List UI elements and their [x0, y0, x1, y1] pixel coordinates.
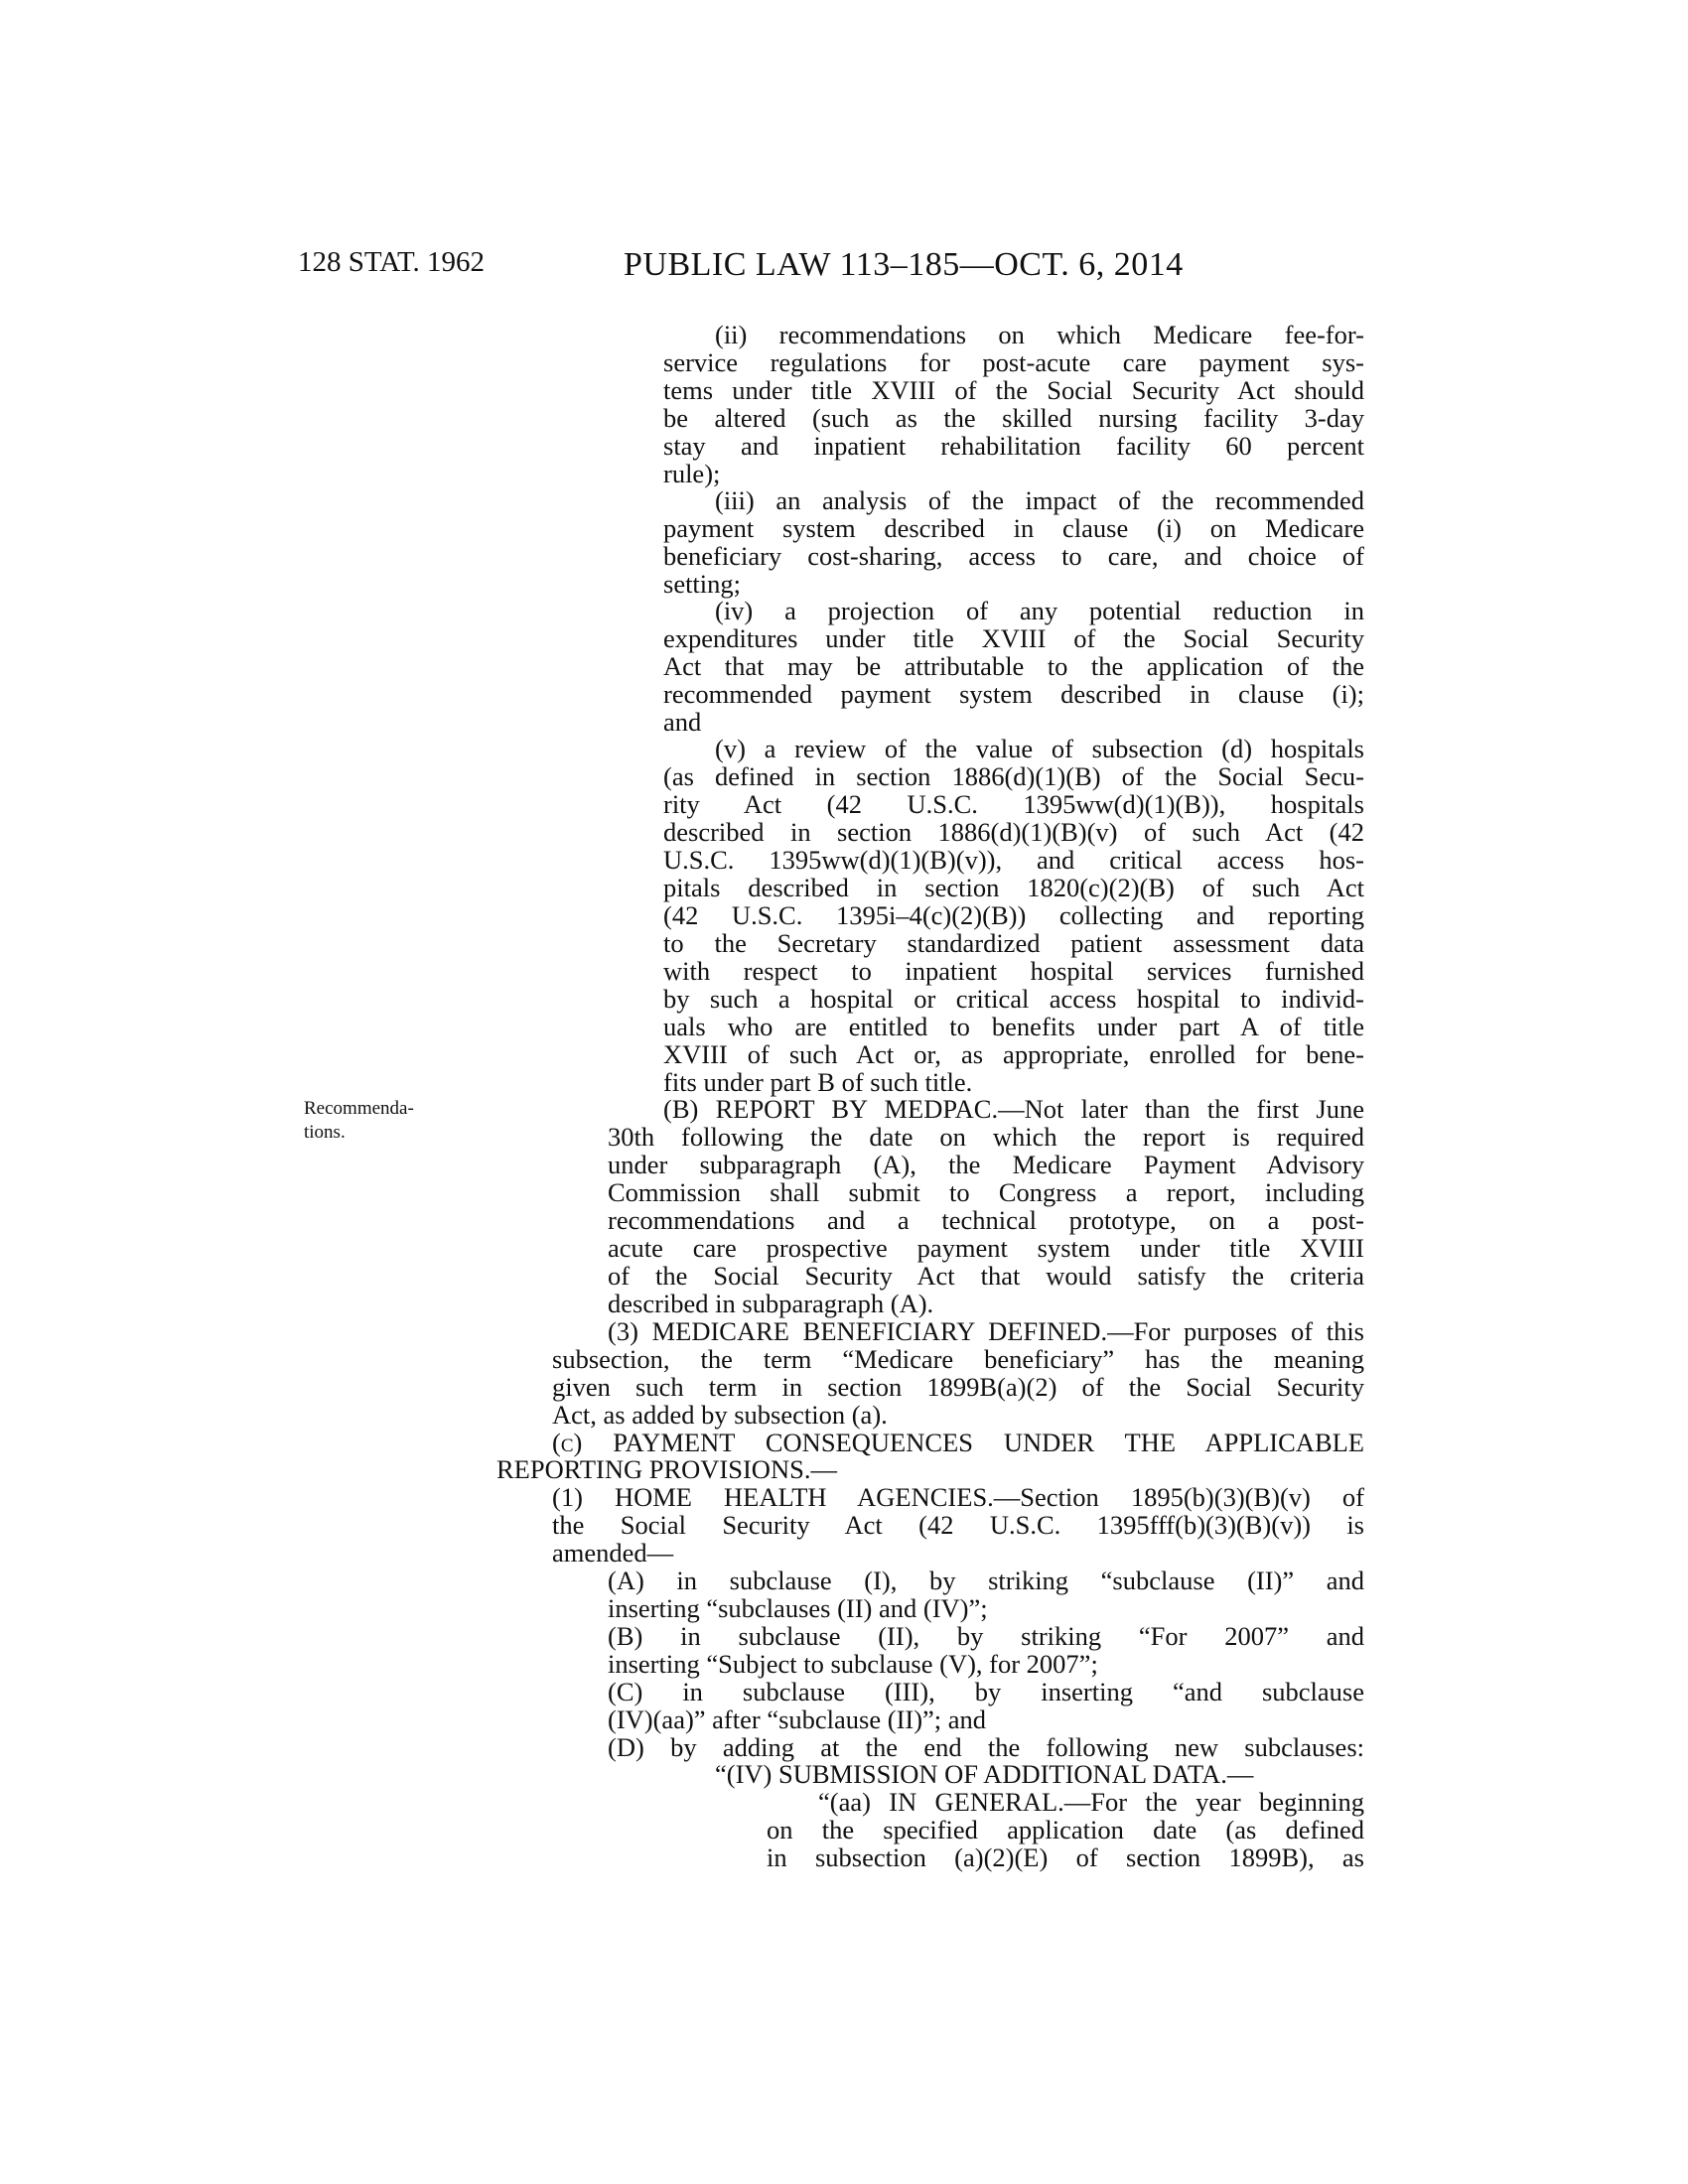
text-line: acute care prospective payment system under title XVIII — [608, 1233, 1364, 1263]
text-line: (v) a review of the value of subsection (d) hospitals — [715, 734, 1364, 763]
text-line: described in section 1886(d)(1)(B)(v) of such Act (42 — [663, 817, 1364, 847]
text-line: (ii) recommendations on which Medicare fee-for- — [715, 320, 1364, 349]
text-line: fits under part B of such title. — [663, 1067, 973, 1097]
text-line: on the specified application date (as defined — [767, 1815, 1364, 1844]
margin-note-line: tions. — [304, 1122, 346, 1143]
text-line: stay and inpatient rehabilitation facility 60 percent — [663, 431, 1364, 461]
text-line: given such term in section 1899B(a)(2) of the Social Security — [552, 1372, 1364, 1402]
text-line: be altered (such as the skilled nursing facility 3-day — [663, 403, 1364, 433]
text-line: (1) HOME HEALTH AGENCIES.—Section 1895(b)(3)(B)(v) of — [552, 1482, 1364, 1512]
text-line: tems under title XVIII of the Social Security Act should — [663, 375, 1364, 405]
text-line: in subsection (a)(2)(E) of section 1899B), as — [767, 1843, 1364, 1872]
text-line: Act, as added by subsection (a). — [552, 1400, 888, 1430]
text-line: REPORTING PROVISIONS.— — [496, 1454, 837, 1484]
text-line: (as defined in section 1886(d)(1)(B) of the Social Secu- — [663, 761, 1364, 791]
text-line: “(IV) SUBMISSION OF ADDITIONAL DATA.— — [715, 1759, 1254, 1789]
text-line: pitals described in section 1820(c)(2)(B) of such Act — [663, 873, 1364, 902]
text-line: Commission shall submit to Congress a report, including — [608, 1177, 1364, 1207]
text-line: “(aa) IN GENERAL.—For the year beginning — [818, 1787, 1364, 1817]
text-line: 30th following the date on which the report is required — [608, 1122, 1364, 1152]
text-line: by such a hospital or critical access hospital to individ- — [663, 984, 1364, 1014]
margin-note-line: Recommenda- — [304, 1098, 414, 1119]
text-line: (3) MEDICARE BENEFICIARY DEFINED.—For purposes of this — [608, 1316, 1364, 1346]
text-line: the Social Security Act (42 U.S.C. 1395fff(b)(3)(B)(v)) is — [552, 1510, 1364, 1540]
text-line: (iv) a projection of any potential reduction in — [715, 596, 1364, 625]
text-line: rule); — [663, 459, 721, 488]
text-line: inserting “Subject to subclause (V), for 2007”; — [608, 1649, 1098, 1679]
text-line: described in subparagraph (A). — [608, 1289, 934, 1318]
text-line: service regulations for post-acute care payment sys- — [663, 347, 1364, 377]
text-line: (C) in subclause (III), by inserting “and subclause — [608, 1677, 1364, 1706]
text-line: of the Social Security Act that would satisfy the criteria — [608, 1261, 1364, 1291]
text-line: subsection, the term “Medicare beneficiary” has the meaning — [552, 1344, 1364, 1374]
text-line: (c) PAYMENT CONSEQUENCES UNDER THE APPLICABLE — [552, 1428, 1364, 1457]
text-line: U.S.C. 1395ww(d)(1)(B)(v)), and critical access hos- — [663, 845, 1364, 875]
margin-note — [304, 1097, 453, 1145]
text-line: (iii) an analysis of the impact of the recommended — [715, 485, 1364, 515]
text-line: and — [663, 707, 702, 737]
text-line: (IV)(aa)” after “subclause (II)”; and — [608, 1705, 987, 1734]
text-line: to the Secretary standardized patient assessment data — [663, 928, 1364, 958]
text-line: Act that may be attributable to the application of the — [663, 651, 1364, 681]
text-line: amended— — [552, 1538, 674, 1568]
text-line: (A) in subclause (I), by striking “subclause (II)” and — [608, 1566, 1364, 1595]
text-line: rity Act (42 U.S.C. 1395ww(d)(1)(B)), hospitals — [663, 789, 1364, 819]
text-line: (D) by adding at the end the following new subclauses: — [608, 1732, 1364, 1762]
text-line: (B) REPORT BY MEDPAC.—Not later than the first June — [663, 1094, 1364, 1124]
law-title: PUBLIC LAW 113–185—OCT. 6, 2014 — [624, 246, 1184, 283]
text-line: inserting “subclauses (II) and (IV)”; — [608, 1593, 988, 1623]
stat-reference: 128 STAT. 1962 — [298, 246, 486, 278]
text-line: uals who are entitled to benefits under part A of title — [663, 1012, 1364, 1041]
text-line: recommended payment system described in clause (i); — [663, 679, 1364, 709]
text-line: payment system described in clause (i) on Medicare — [663, 513, 1364, 543]
text-line: under subparagraph (A), the Medicare Payment Advisory — [608, 1150, 1364, 1179]
text-line: expenditures under title XVIII of the Social Security — [663, 623, 1364, 653]
text-line: (B) in subclause (II), by striking “For 2007” and — [608, 1621, 1364, 1651]
text-line: recommendations and a technical prototype, on a post- — [608, 1205, 1364, 1235]
text-line: with respect to inpatient hospital services furnished — [663, 956, 1364, 986]
text-line: (42 U.S.C. 1395i–4(c)(2)(B)) collecting and reporting — [663, 900, 1364, 930]
text-line: beneficiary cost-sharing, access to care, and choice of — [663, 541, 1364, 571]
text-line: setting; — [663, 569, 742, 599]
text-line: XVIII of such Act or, as appropriate, enrolled for bene- — [663, 1039, 1364, 1069]
